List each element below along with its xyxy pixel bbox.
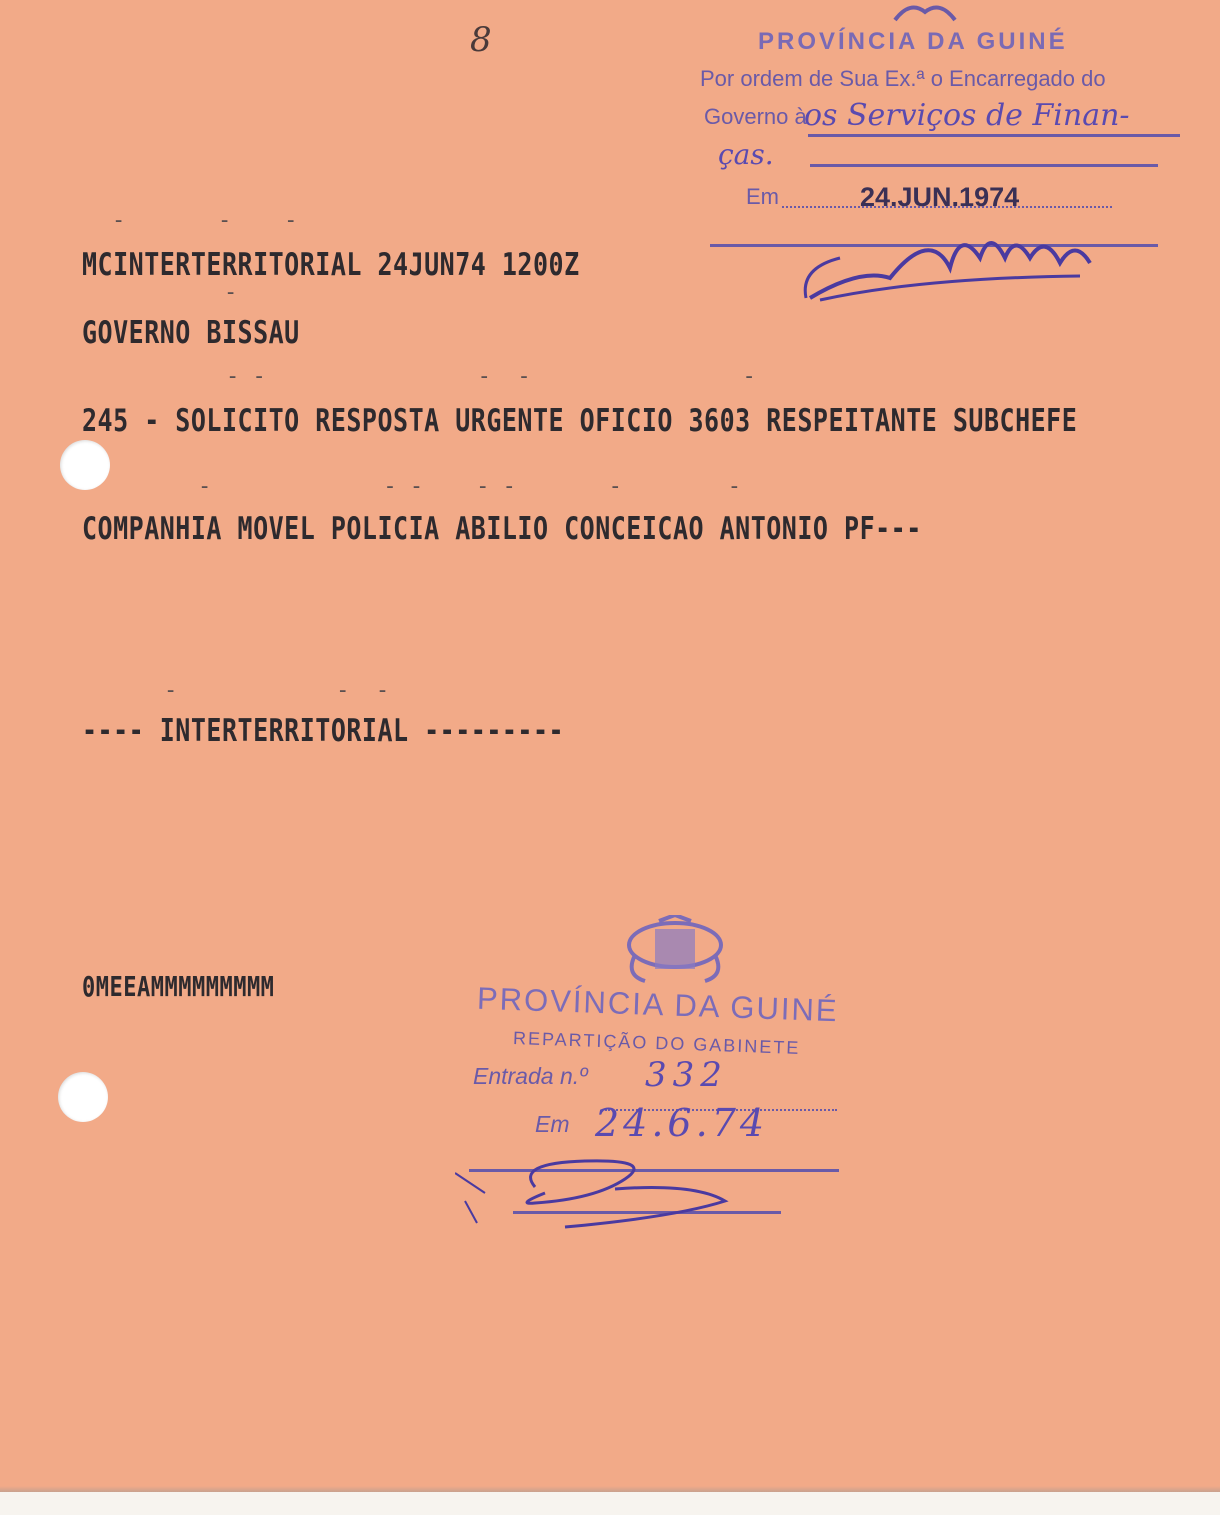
message-header: MCINTERTERRITORIAL 24JUN74 1200Z bbox=[82, 246, 580, 283]
stamp-handwritten-recipient: os Serviços de Finan- bbox=[804, 98, 1130, 133]
initials-signature-icon bbox=[455, 1143, 755, 1233]
scan-margin bbox=[0, 1492, 1220, 1515]
coat-of-arms-icon bbox=[615, 915, 735, 987]
accent-marks: - - - bbox=[112, 208, 298, 233]
accent-marks: - - - - - - - bbox=[198, 474, 742, 499]
stamp-order-line: Por ordem de Sua Ex.ª o Encarregado do bbox=[700, 66, 1106, 91]
closing-line: ---- INTERTERRITORIAL --------- bbox=[82, 712, 565, 749]
stamp-date-label: Em bbox=[746, 184, 779, 209]
registry-stamp bbox=[455, 915, 855, 1235]
entry-number: 332 bbox=[645, 1055, 728, 1095]
punch-hole-upper bbox=[60, 440, 110, 490]
approval-stamp bbox=[700, 28, 1180, 308]
page-number: 8 bbox=[470, 20, 492, 60]
stamp-rule bbox=[810, 164, 1158, 167]
accent-marks: - - - bbox=[164, 678, 390, 703]
message-line-1: 245 - SOLICITO RESPOSTA URGENTE OFICIO 3603 RESPEITANTE SUBCHEFE bbox=[82, 402, 1078, 439]
registry-subtitle: REPARTIÇÃO DO GABINETE bbox=[512, 1027, 801, 1059]
registry-title: PROVÍNCIA DA GUINÉ bbox=[476, 980, 840, 1029]
accent-marks: - - - - - bbox=[226, 364, 756, 389]
stamp-date-value: 24.JUN.1974 bbox=[860, 182, 1020, 212]
punch-hole-lower bbox=[58, 1072, 108, 1122]
entry-label: Entrada n.º bbox=[473, 1063, 588, 1089]
accent-marks: - bbox=[224, 280, 238, 305]
footer-code: 0MEEAMMMMMMMMM bbox=[82, 972, 275, 1004]
stamp-rule bbox=[808, 134, 1180, 137]
stamp-governo-prefix: Governo à bbox=[704, 104, 807, 129]
stamp-handwritten-continuation: ças. bbox=[718, 138, 774, 171]
crest-icon bbox=[890, 0, 960, 26]
addressee: GOVERNO BISSAU bbox=[82, 314, 300, 351]
registry-date-value: 24.6.74 bbox=[595, 1101, 769, 1145]
message-line-2: COMPANHIA MOVEL POLICIA ABILIO CONCEICAO ANTONIO PF--- bbox=[82, 510, 922, 547]
registry-date-label: Em bbox=[535, 1111, 570, 1137]
signature-icon bbox=[800, 208, 1100, 308]
stamp-title: PROVÍNCIA DA GUINÉ bbox=[758, 28, 1068, 55]
